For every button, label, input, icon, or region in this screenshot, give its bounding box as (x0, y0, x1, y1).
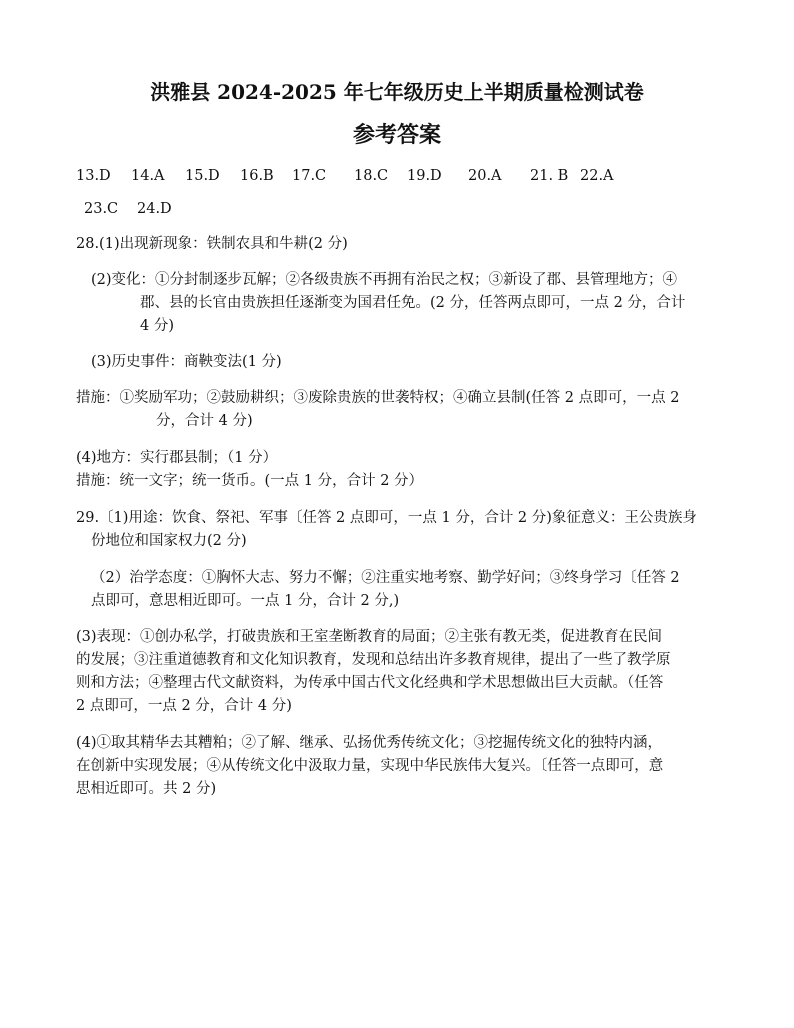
choice-answer: 17.C (292, 168, 327, 184)
q28-part4-line1: (4)地方：实行郡县制；（1 分） (76, 450, 278, 466)
page-title: 洪雅县 2024-2025 年七年级历史上半期质量检测试卷 (150, 80, 644, 104)
q29-part1-line1: 29.〔1)用途：饮食、祭祀、军事〔任答 2 点即可，一点 1 分，合计 2 分)象征意义：王公贵族身 (76, 510, 697, 526)
choice-answer: 24.D (137, 201, 172, 217)
choice-answer: 23.C (84, 201, 119, 217)
choice-answer: 13.D (76, 168, 111, 184)
q28-part3: (3)历史事件：商鞅变法(1 分) (91, 354, 282, 370)
q28-part2-line3: 4 分) (140, 318, 174, 334)
q29-part4-line1: (4)①取其精华去其糟粕；②了解、继承、弘扬优秀传统文化；③挖掘传统文化的独特内涵， (76, 735, 663, 751)
q28-part3-measures-line1: 措施：①奖励军功；②鼓励耕织；③废除贵族的世袭特权；④确立县制(任答 2 点即可，一点 2 (76, 390, 680, 406)
q29-part3-line2: 的发展；③注重道德教育和文化知识教育，发现和总结出许多教育规律，提出了一些了教学原 (76, 652, 671, 668)
choice-answer: 19.D (407, 168, 442, 184)
page-subtitle: 参考答案 (352, 122, 441, 148)
choice-answer: 16.B (240, 168, 274, 184)
choice-answer: 18.C (354, 168, 389, 184)
q29-part3-line1: (3)表现：①创办私学，打破贵族和王室垄断教育的局面；②主张有教无类，促进教育在民间 (76, 629, 663, 645)
q29-part2-line2: 点即可，意思相近即可。一点 1 分，合计 2 分,) (91, 593, 400, 609)
q28-part1: 28.(1)出现新现象：铁制农具和牛耕(2 分) (76, 236, 348, 252)
q29-part4-line2: 在创新中实现发展；④从传统文化中汲取力量，实现中华民族伟大复兴。〔任答一点即可，意 (76, 758, 664, 774)
q29-part3-line4: 2 点即可，一点 2 分，合计 4 分) (76, 698, 292, 714)
q29-part4-line3: 思相近即可。共 2 分) (76, 781, 217, 797)
q28-part3-measures-line2: 分，合计 4 分) (156, 413, 253, 429)
choice-answer: 20.A (468, 168, 502, 184)
q28-part4-line2: 措施：统一文字；统一货币。(一点 1 分，合计 2 分） (76, 473, 424, 489)
q28-part2-line1: (2)变化：①分封制逐步瓦解；②各级贵族不再拥有治民之权；③新设了郡、县管理地方；④ (91, 272, 678, 288)
choice-answer: 14.A (131, 168, 165, 184)
choice-answer: 22.A (580, 168, 614, 184)
choice-answer: 15.D (185, 168, 220, 184)
q29-part1-line2: 份地位和国家权力(2 分) (91, 533, 247, 549)
q28-part2-line2: 郡、县的长官由贵族担任逐渐变为国君任免。(2 分，任答两点即可，一点 2 分，合计 (140, 295, 686, 311)
q29-part2-line1: （2）治学态度：①胸怀大志、努力不懈；②注重实地考察、勤学好问；③终身学习〔任答 2 (91, 570, 680, 586)
choice-answer: 21. B (530, 168, 569, 184)
q29-part3-line3: 则和方法；④整理古代文献资料，为传承中国古代文化经典和学术思想做出巨大贡献。（任答 (76, 675, 664, 691)
